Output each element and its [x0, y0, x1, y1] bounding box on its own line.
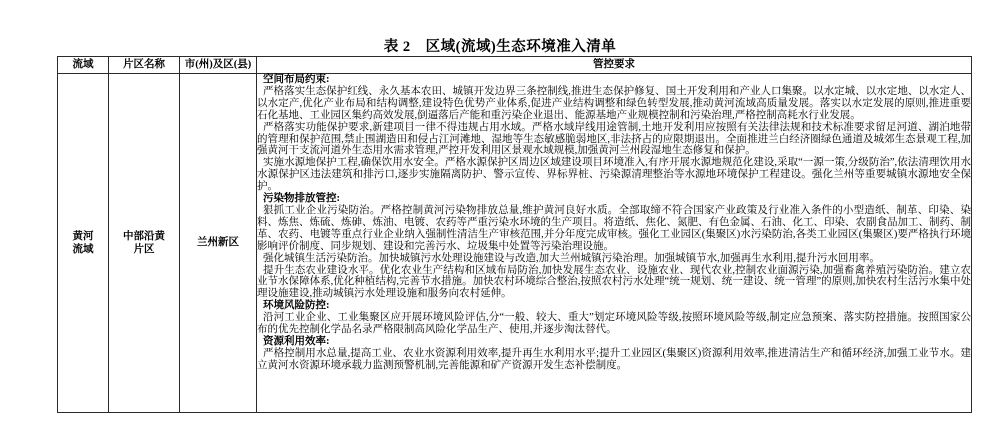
- header-city-county: 市(州)及区(县): [180, 57, 257, 74]
- access-list-table: [57, 56, 972, 413]
- para-urban-domestic-pollution: 强化城镇生活污染防治。加快城镇污水处理设施建设与改造,加大兰州城镇污染治理。加强城镇节水,加强再生水利用,提升污水回用率。: [263, 252, 880, 264]
- city-cell: [180, 74, 257, 413]
- header-basin: 流域: [58, 57, 109, 74]
- basin-cell: [58, 74, 109, 413]
- table-row: [58, 74, 972, 413]
- requirements-cell: [257, 74, 972, 413]
- para-spatial-redlines: 严格落实生态保护红线、永久基本农田、城镇开发边界三条控制线,推进生态保护修复、国土开发利用和产业人口集聚。以水定城、以水定地、以水定人、以水定产,优化产业布局和结构调整,建设特色优势产业体系,促进产业结构调整和绿色转型发展,推动黄河流域高质量发展。落实以水定发展的原则,推进重要石化基地、工业园区集约高效发展,倒逼落后产能和重污染企业退出、能源基地产业规模控制和污染治理,严格控制高耗水行业发展。: [257, 85, 971, 121]
- city-value: 兰州新区: [197, 237, 239, 249]
- para-spatial-water-source: 实施水源地保护工程,确保饮用水安全。严格水源保护区周边区域建设项目环境准入,有序开展水源地规范化建设,采取“一源一策,分级防治”,依法清理饮用水水源保护区违法建筑和排污口,逐步实施隔离防护、警示宣传、界标界桩、污染源清理整治等水源地环境保护工程建设。强化兰州等重要城镇水源地安全保护。: [257, 157, 971, 193]
- heading-resource-efficiency: 资源利用效率:: [263, 335, 330, 347]
- heading-pollutant-discharge: 污染物排放管控:: [263, 193, 340, 205]
- heading-environmental-risk: 环境风险防控:: [263, 300, 330, 312]
- para-eco-agriculture: 提升生态农业建设水平。优化农业生产结构和区域布局防治,加快发展生态农业、设施农业、现代农业,控制农业面源污染,加强畜禽养殖污染防治。建立农业节水保障体系,优化种植结构,完善节水措施。加快农村环境综合整治,按照农村污水处理“统一规划、统一建设、统一管理”的原则,加快农村生活污水集中处理设施建设,推动城镇污水处理设施和服务向农村延伸。: [257, 264, 971, 300]
- para-spatial-waterfront: 严格落实功能保护要求,新建项目一律不得违规占用水域。严格水域岸线用途管制,土地开发利用应按照有关法律法规和技术标准要求留足河道、湖泊地带的管理和保护范围,禁止围湖造田和侵占江河滩地、湿地等生态敏感脆弱地区,非法挤占的应限期退出。全面推进兰白经济圈绿色通道及城郊生态景观工程,加强黄河干支流河道外生态用水需求管理,严控开发利用区景观水域规模,加强黄河兰州段湿地生态修复和保护。: [257, 121, 971, 157]
- district-value: 中部沿黄片区: [123, 230, 165, 255]
- para-industrial-pollution: 狠抓工业企业污染防治。严格控制黄河污染物排放总量,维护黄河良好水质。全部取缔不符合国家产业政策及行业准入条件的小型造纸、制革、印染、染料、炼焦、炼硫、炼砷、炼油、电镀、农药等严重污染水环境的生产项目。将造纸、焦化、氮肥、有色金属、石油、化工、印染、农副食品加工、制药、制革、农药、电镀等重点行业企业纳入强制性清洁生产审核范围,并分年度完成审核。强化工业园区(集聚区)水污染防治,各类工业园区(集聚区)要严格执行环境影响评价制度、同步规划、建设和完善污水、垃圾集中处置等污染治理设施。: [257, 204, 971, 252]
- para-risk-assessment: 沿河工业企业、工业集聚区应开展环境风险评估,分“一般、较大、重大”划定环境风险等级,按照环境风险等级,制定应急预案、落实防控措施。按照国家公布的优先控制化学品名录严格限制高风险化学品生产、使用,并逐步淘汰替代。: [257, 312, 971, 336]
- table-header-row: [58, 57, 972, 74]
- header-control-requirements: 管控要求: [257, 57, 972, 74]
- heading-spatial-layout: 空间布局约束:: [263, 74, 330, 85]
- table-title: 表 2 区域(流域)生态环境准入清单: [383, 39, 617, 55]
- district-cell: [109, 74, 180, 413]
- para-water-resource-control: 严格控制用水总量,提高工业、农业水资源利用效率,提升再生水利用水平;提升工业园区(集聚区)资源利用效率,推进清洁生产和循环经济,加强工业节水。建立黄河水资源环境承载力监测预警机制,完善能源和矿产资源开发生态补偿制度。: [257, 347, 971, 371]
- header-district-name: 片区名称: [109, 57, 180, 74]
- basin-value: 黄河流域: [72, 230, 94, 255]
